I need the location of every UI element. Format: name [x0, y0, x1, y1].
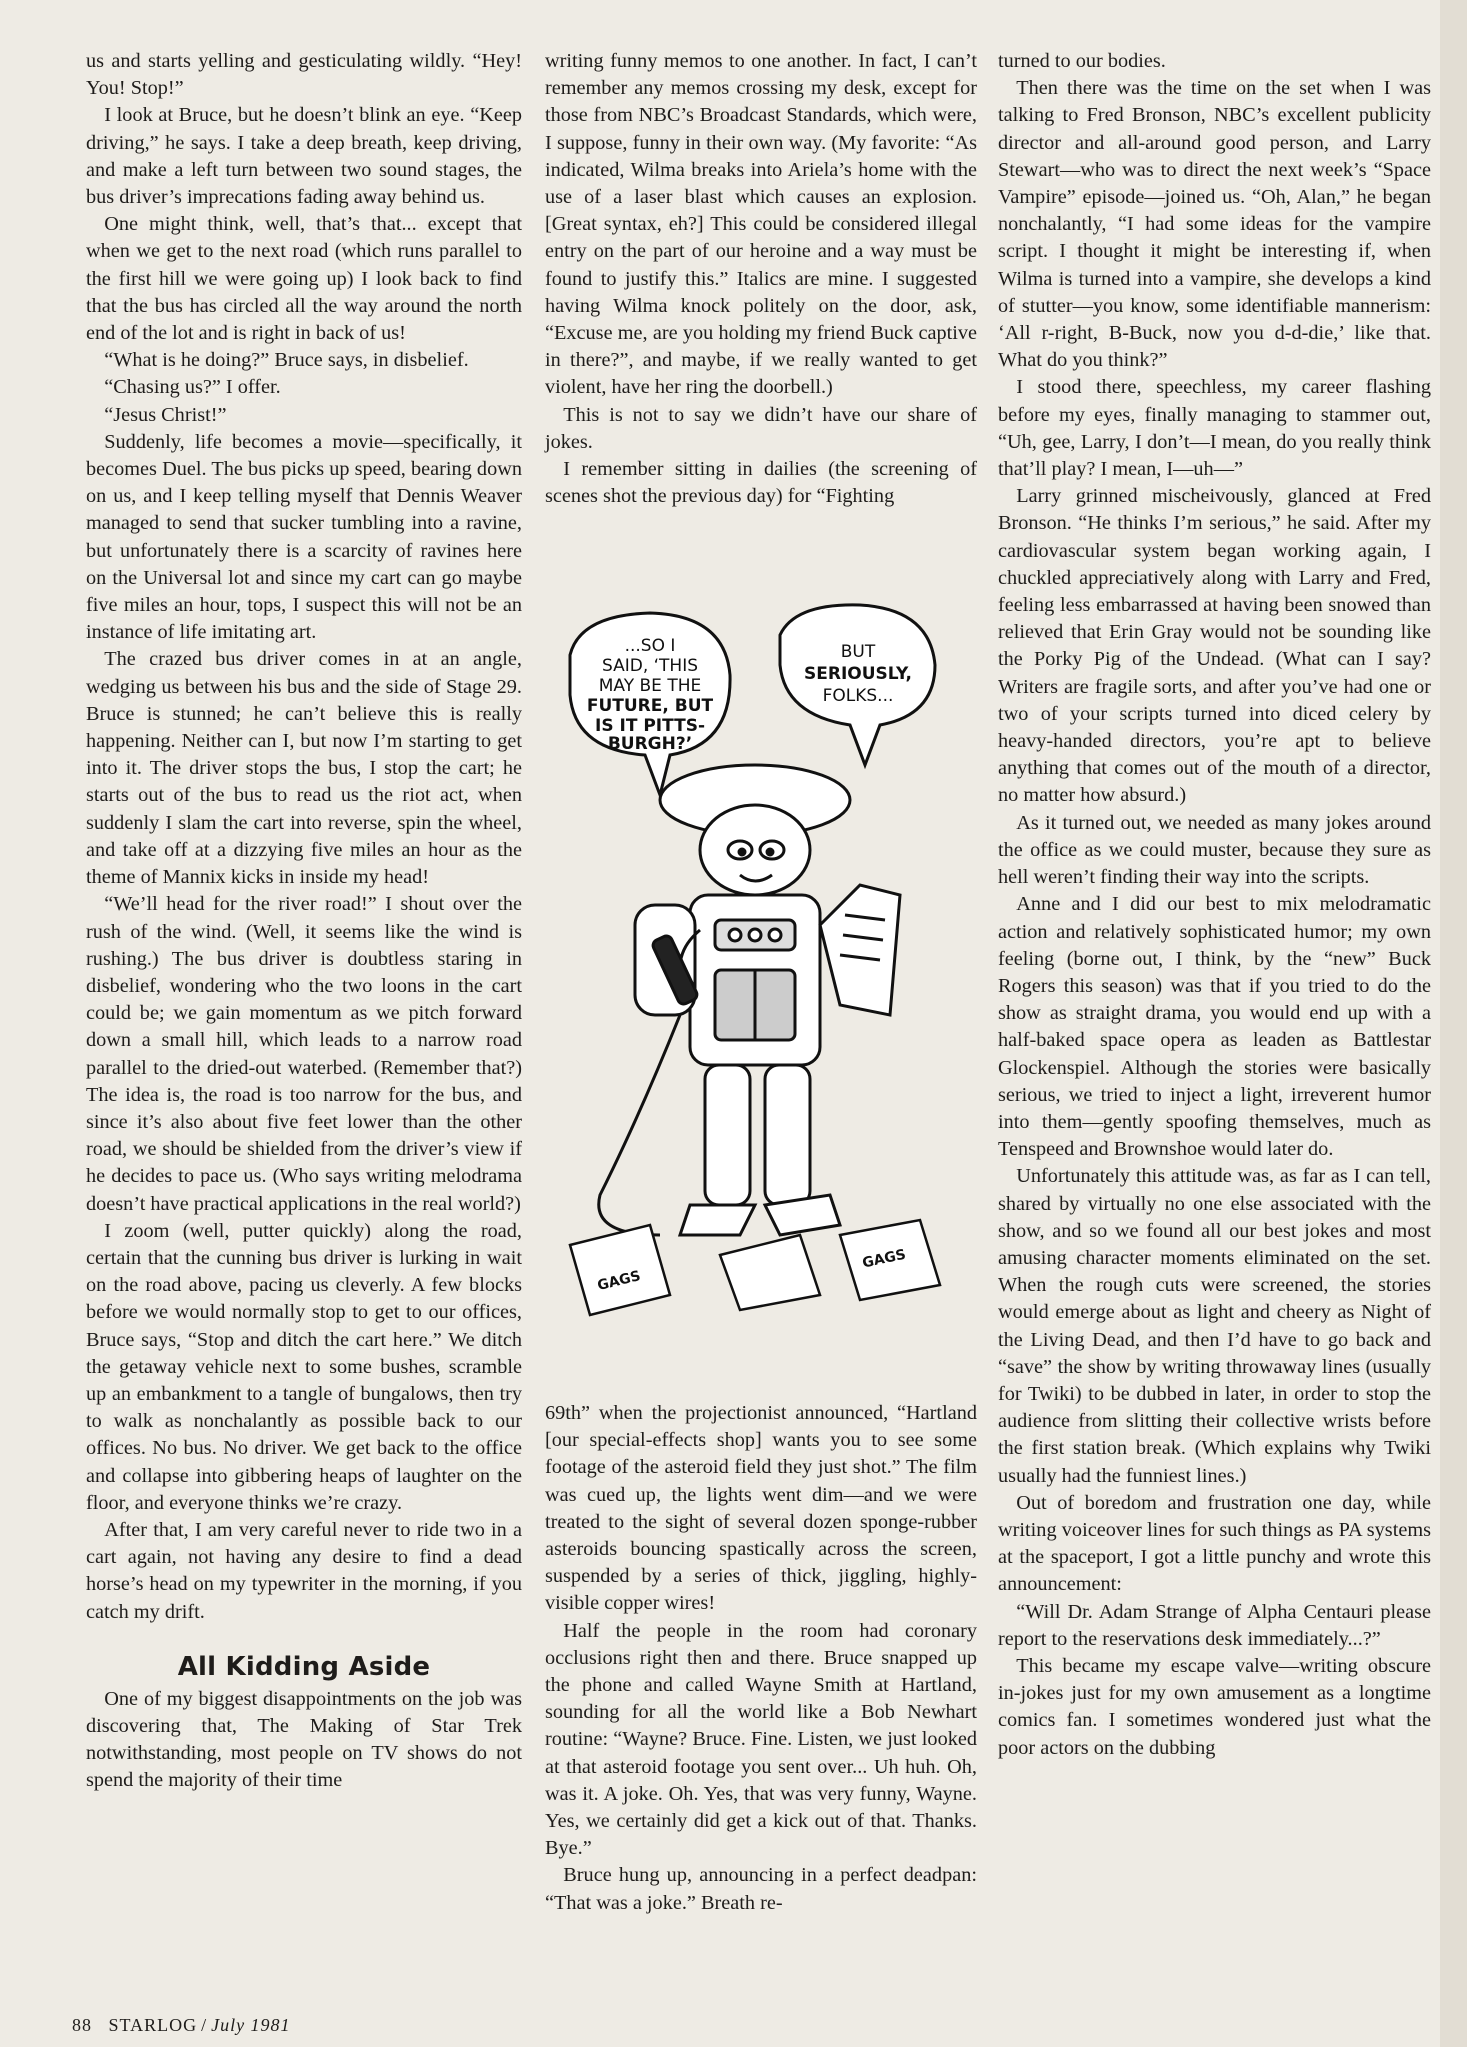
bubble-left-line: MAY BE THE [598, 676, 702, 696]
bubble-right-line: SERIOUSLY, [804, 664, 912, 684]
paragraph: I remember sitting in dailies (the screening of scenes shot the previous day) for “Fighting [545, 458, 977, 508]
paragraph: I look at Bruce, but he doesn’t blink an eye. “Keep driving,” he says. I take a deep breath, keep driving, and make a left turn between two sound stages, the bus driver’s imprecations fading away behind us. [86, 104, 522, 209]
column-2-top [545, 48, 977, 510]
paragraph: This is not to say we didn’t have our share of jokes. [545, 403, 977, 453]
paragraph: writing funny memos to one another. In fact, I can’t remember any memos crossing my desk, except for those from NBC’s Broadcast Standards, which were, I suppose, funny in their own way. (My favorite: “As indicated, Wilma breaks into Ariela’s home with the use of a laser blast which causes an explosion. [Great syntax, eh?] This could be considered illegal entry on the part of our heroine and a way must be found to justify this.” Italics are mine. I suggested having Wilma knock politely on the door, ask, “Excuse me, are you holding my friend Buck captive in there?”, and maybe, if we really wanted to get violent, have her ring the doorbell.) [545, 50, 977, 399]
gag-papers [570, 1220, 940, 1315]
speech-bubble-left [570, 613, 730, 795]
paragraph: Anne and I did our best to mix melodramatic action and relatively sophisticated humor; my own feeling (borne out, I think, by the “new” Buck Rogers this season) was that if you tried to do the show as straight drama, you would end up with a half-baked space opera as leaden as Battlestar Glockenspiel. Although the stories were basically serious, we tried to inject a light, irreverent humor into them—gently spoofing themselves, much as Tenspeed and Brownshoe would later do. [998, 893, 1431, 1161]
paragraph: This became my escape valve—writing obscure in-jokes just for my own amusement as a longtime comics fan. I sometimes wondered just what the poor actors on the dubbing [998, 1654, 1431, 1759]
column-1 [86, 48, 522, 1795]
paragraph: One of my biggest disappointments on the job was discovering that, The Making of Star Trek notwithstanding, most people on TV shows do not spend the majority of their time [86, 1687, 522, 1792]
paper-label: GAGS [861, 1246, 908, 1272]
page-number: 88 [72, 2015, 92, 2035]
paragraph: After that, I am very careful never to ride two in a cart again, not having any desire to find a dead horse’s head on my typewriter in the morning, if you catch my drift. [86, 1518, 522, 1623]
paragraph: Bruce hung up, announcing in a perfect deadpan: “That was a joke.” Breath re- [545, 1864, 977, 1914]
paragraph: I zoom (well, putter quickly) along the road, certain that the cunning bus driver is lurking in wait on the road above, pacing us cleverly. A few blocks before we would normally stop to get to our offices, Bruce says, “Stop and ditch the cart here.” We ditch the getaway vehicle next to some bushes, scramble up an embankment to a tangle of bungalows, then try to walk as nonchalantly as possible back to our offices. No bus. No driver. We get back to the office and collapse into gibbering heaps of laughter on the floor, and everyone thinks we’re crazy. [86, 1219, 522, 1514]
paragraph: Out of boredom and frustration one day, while writing voiceover lines for such things as PA systems at the spaceport, I got a little punchy and wrote this announcement: [998, 1491, 1431, 1596]
magazine-name: STARLOG [108, 2015, 198, 2035]
paragraph: “We’ll head for the river road!” I shout over the rush of the wind. (Well, it seems like the wind is rushing.) The bus driver is doubtless staring in disbelief, wondering who the two loons in the cart could be; we gain momentum as we pitch forward down a small hill, which leads to a narrow road parallel to the dried-out waterbed. (Remember that?) The idea is, the road is too narrow for the bus, and since it’s also about five feet lower than the other road, we should be shielded from the driver’s view if he decides to pace us. (Who says writing melodrama doesn’t have practical applications in the real world?) [86, 893, 522, 1215]
paragraph: One might think, well, that’s that... except that when we get to the next road (which runs parallel to the first hill we were going up) I look back to find that the bus has circled all the way around the north end of the lot and is right in back of us! [86, 213, 522, 345]
bubble-left-line: FUTURE, BUT [586, 696, 714, 716]
robot-figure [599, 765, 900, 1235]
page-footer: 88 STARLOG / July 1981 [72, 2015, 291, 2035]
paragraph: Half the people in the room had coronary occlusions right then and there. Bruce snapped up the phone and called Wayne Smith at Hartland, sounding for all the world like a Bob Newhart routine: “Wayne? Bruce. Fine. Listen, we just looked at that asteroid footage you sent over... Uh huh. Oh, was it. A joke. Oh. Yes, that was very funny, Wayne. Yes, we certainly did get a kick out of that. Thanks. Bye.” [545, 1619, 977, 1860]
paragraph: 69th” when the projectionist announced, “Hartland [our special-effects shop] wants you to see some footage of the asteroid field they just shot.” The film was cued up, the lights went dim—and we were treated to the sight of several dozen sponge-rubber asteroids bouncing spastically across the screen, suspended by a series of thick, jiggling, highly-visible copper wires! [545, 1402, 977, 1615]
paragraph: Then there was the time on the set when I was talking to Fred Bronson, NBC’s excellent publicity director and all-around good person, and Larry Stewart—who was to direct the next week’s “Space Vampire” episode—joined us. “Oh, Alan,” he began nonchalantly, “I had some ideas for the vampire script. I thought it might be interesting if, when Wilma is turned into a vampire, she develops a kind of stutter—you know, some identifiable mannerism: ‘All r-right, B-Buck, now you d-d-die,’ like that. What do you think?” [998, 77, 1431, 372]
section-heading: All Kidding Aside [177, 1651, 431, 1682]
bubble-left-line: ...SO I [624, 636, 676, 656]
bubble-right-line: FOLKS... [822, 686, 894, 706]
robot-comedian-illustration [540, 595, 985, 1340]
paragraph: us and starts yelling and gesticulating wildly. “Hey! You! Stop!” [86, 50, 522, 100]
paragraph: “What is he doing?” Bruce says, in disbelief. [104, 349, 469, 372]
column-2-bottom [545, 1400, 977, 1917]
paragraph: I stood there, speechless, my career flashing before my eyes, finally managing to stammer out, “Uh, gee, Larry, I don’t—I mean, do you really think that’ll play? I mean, I—uh—” [998, 376, 1431, 481]
bubble-left-line: IS IT PITTS- [595, 716, 705, 736]
paragraph: Unfortunately this attitude was, as far as I can tell, shared by virtually no one else associated with the show, and so we found all our best jokes and most amusing character moments eliminated on the set. When the rough cuts were screened, the stories would emerge about as light and cheery as Night of the Living Dead, and then I’d have to go back and “save” the show by writing throwaway lines (usually for Twiki) to be dubbed in later, in order to stop the audience from slitting their collective wrists before the first station break. (Which explains why Twiki usually had the funniest lines.) [998, 1165, 1431, 1487]
speech-bubble-right [780, 605, 935, 765]
bubble-left-line: SAID, ‘THIS [601, 656, 699, 676]
issue-date: July 1981 [211, 2015, 291, 2035]
paragraph: “Jesus Christ!” [104, 403, 227, 426]
column-3 [998, 48, 1431, 1762]
paragraph: Suddenly, life becomes a movie—specifically, it becomes Duel. The bus picks up speed, bearing down on us, and I keep telling myself that Dennis Weaver managed to send that sucker tumbling into a ravine, but unfortunately there is a scarcity of ravines here on the Universal lot and since my cart can go maybe five miles an hour, tops, I suspect this will not be an instance of life imitating art. [86, 430, 522, 644]
paragraph: As it turned out, we needed as many jokes around the office as we could muster, because they sure as hell weren’t finding their way into the scripts. [998, 811, 1431, 889]
bubble-right-line: BUT [840, 642, 876, 662]
paragraph: “Will Dr. Adam Strange of Alpha Centauri please report to the reservations desk immediately...?” [998, 1600, 1431, 1650]
paragraph: The crazed bus driver comes in at an angle, wedging us between his bus and the side of Stage 29. Bruce is stunned; he can’t believe this is really happening. Neither can I, but now I’m starting to get into it. The driver stops the bus, I stop the cart; he starts out of the bus to read us the riot act, when suddenly I slam the cart into reverse, spin the wheel, and take off at a dizzying five miles an hour as the theme of Mannix kicks in inside my head! [86, 648, 522, 889]
page-edge [1440, 0, 1467, 2047]
paragraph: “Chasing us?” I offer. [104, 376, 281, 399]
bubble-left-line: BURGH?’ [607, 734, 693, 754]
paragraph: Larry grinned mischeivously, glanced at Fred Bronson. “He thinks I’m serious,” he said. After my cardiovascular system began working again, I chuckled appreciatively along with Larry and Fred, feeling less embarrassed at having been snowed than relieved that Erin Gray would not be sounding like the Porky Pig of the Undead. (What can I say? Writers are fragile sorts, and after you’ve had one or two of your scripts turned into diced celery by heavy-handed directors, you’re apt to believe anything that comes out of the mouth of a director, no matter how absurd.) [998, 485, 1431, 807]
paragraph: turned to our bodies. [998, 50, 1166, 72]
paper-label: GAGS [595, 1268, 643, 1295]
